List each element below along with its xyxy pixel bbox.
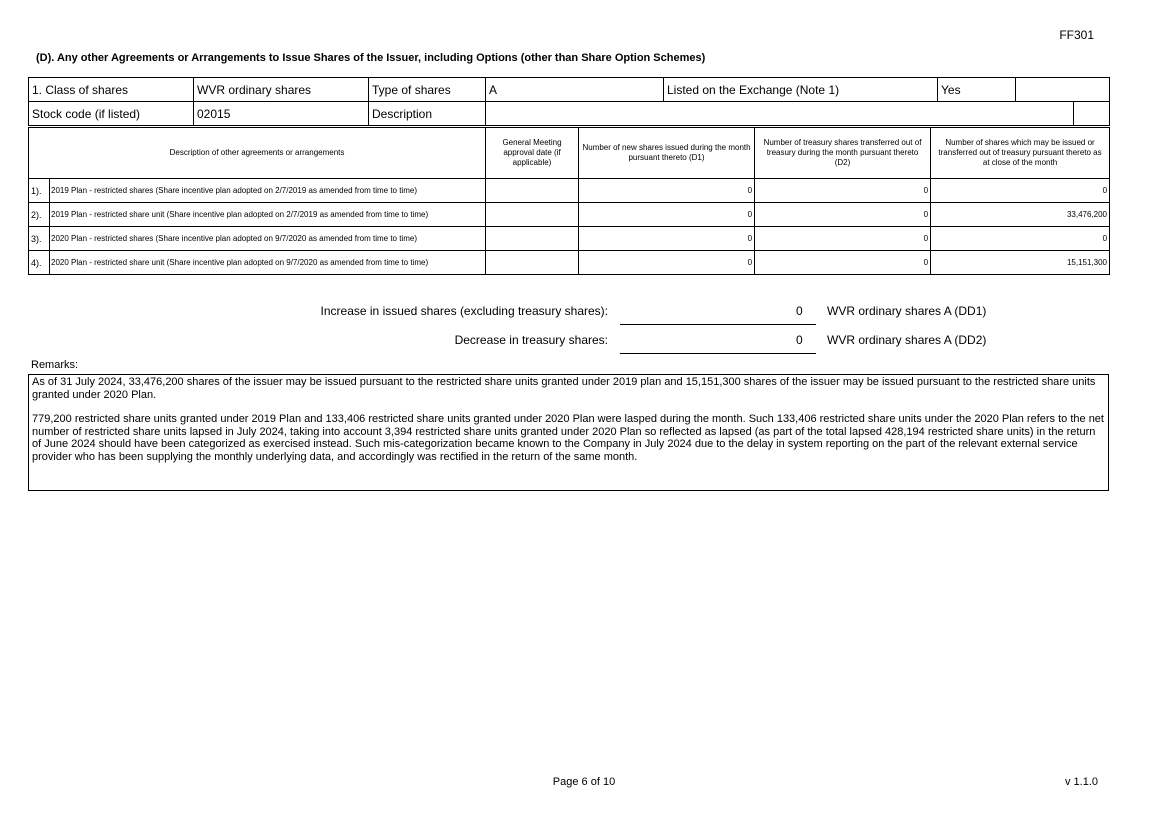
decrease-underline xyxy=(620,337,816,354)
row-description: 2020 Plan - restricted shares (Share incentive plan adopted on 9/7/2020 as amended from time to time) xyxy=(50,227,486,251)
increase-underline xyxy=(620,308,816,325)
class-of-shares-label: 1. Class of shares xyxy=(29,78,194,102)
decrease-label: Decrease in treasury shares: xyxy=(454,333,608,347)
row-d2: 0 xyxy=(755,251,931,275)
table-row xyxy=(29,227,1110,251)
row-d1: 0 xyxy=(579,227,755,251)
page-number: Page 6 of 10 xyxy=(552,776,616,788)
decrease-value: 0 xyxy=(796,333,803,347)
remarks-box xyxy=(28,374,1109,491)
table-header-row xyxy=(29,128,1110,179)
listed-value: Yes xyxy=(938,78,1016,102)
row-index: 3). xyxy=(29,227,50,251)
decrease-unit: WVR ordinary shares A (DD2) xyxy=(827,333,987,347)
stock-code-label: Stock code (if listed) xyxy=(29,102,194,126)
row-index: 4). xyxy=(29,251,50,275)
header-d2: Number of treasury shares transferred out of treasury during the month pursuant thereto (D2) xyxy=(755,128,931,179)
row-d2: 0 xyxy=(755,179,931,203)
row-index: 1). xyxy=(29,179,50,203)
row-d2: 0 xyxy=(755,203,931,227)
section-title: (D). Any other Agreements or Arrangements to Issue Shares of the Issuer, including Options (other than Share Option Schemes) xyxy=(36,52,706,64)
remarks-paragraph: As of 31 July 2024, 33,476,200 shares of the issuer may be issued pursuant to the restricted share units granted under 2019 plan and 15,151,300 shares of the issuer may be issued pursuant to the restricted share units granted under 2020 Plan. xyxy=(32,376,1096,401)
table-row xyxy=(29,203,1110,227)
table-row xyxy=(29,179,1110,203)
increase-value: 0 xyxy=(796,304,803,318)
header-d1: Number of new shares issued during the month pursuant thereto (D1) xyxy=(579,128,755,179)
row-gm-date xyxy=(486,251,579,275)
row-remaining: 0 xyxy=(931,179,1110,203)
row-description: 2019 Plan - restricted shares (Share incentive plan adopted on 2/7/2019 as amended from time to time) xyxy=(50,179,486,203)
header-gm-date: General Meeting approval date (if applicable) xyxy=(486,128,579,179)
description-label: Description xyxy=(369,102,486,126)
type-of-shares-label: Type of shares xyxy=(369,78,486,102)
version-label: v 1.1.0 xyxy=(1064,776,1098,788)
remarks-label: Remarks: xyxy=(31,359,79,371)
description-value xyxy=(486,102,1074,126)
row-gm-date xyxy=(486,227,579,251)
row-remaining: 15,151,300 xyxy=(931,251,1110,275)
agreements-table xyxy=(28,127,1110,275)
row-d2: 0 xyxy=(755,227,931,251)
listed-label: Listed on the Exchange (Note 1) xyxy=(664,78,938,102)
row-d1: 0 xyxy=(579,179,755,203)
form-code: FF301 xyxy=(1059,28,1094,42)
class-of-shares-value: WVR ordinary shares xyxy=(194,78,369,102)
remarks-paragraph: 779,200 restricted share units granted under 2019 Plan and 133,406 restricted share units granted under 2020 Plan were lasped during the month. Such 133,406 restricted share units under the 2020 Plan refers to the net number of restricted share units lapsed in July 2024, taking into account 3,394 restricted share units granted under 2020 Plan so reflected as lapsed (as part of the total lapsed 428,194 restricted share units) in the return of June 2024 should have been categorized as exercised instead. Such mis-categorization became known to the Company in July 2024 due to the delay in system reporting on the part of the relevant external service provider who has been supplying the monthly underlying data, and accordingly was rectified in the return of the same month. xyxy=(32,413,1104,463)
row-description: 2020 Plan - restricted share unit (Share incentive plan adopted on 9/7/2020 as amended from time to time) xyxy=(50,251,486,275)
row-description: 2019 Plan - restricted share unit (Share incentive plan adopted on 2/7/2019 as amended from time to time) xyxy=(50,203,486,227)
listed-extra-cell xyxy=(1016,78,1110,102)
table-row xyxy=(29,251,1110,275)
header-description: Description of other agreements or arrangements xyxy=(29,128,486,179)
header-remaining: Number of shares which may be issued or transferred out of treasury pursuant thereto as at close of the month xyxy=(931,128,1110,179)
stock-code-value: 02015 xyxy=(194,102,369,126)
description-extra-cell xyxy=(1074,102,1110,126)
row-remaining: 33,476,200 xyxy=(931,203,1110,227)
type-of-shares-value: A xyxy=(486,78,664,102)
increase-unit: WVR ordinary shares A (DD1) xyxy=(827,304,987,318)
row-remaining: 0 xyxy=(931,227,1110,251)
row-index: 2). xyxy=(29,203,50,227)
increase-label: Increase in issued shares (excluding treasury shares): xyxy=(320,304,608,318)
row-gm-date xyxy=(486,179,579,203)
row-d1: 0 xyxy=(579,251,755,275)
share-info-table xyxy=(28,77,1110,126)
row-gm-date xyxy=(486,203,579,227)
row-d1: 0 xyxy=(579,203,755,227)
